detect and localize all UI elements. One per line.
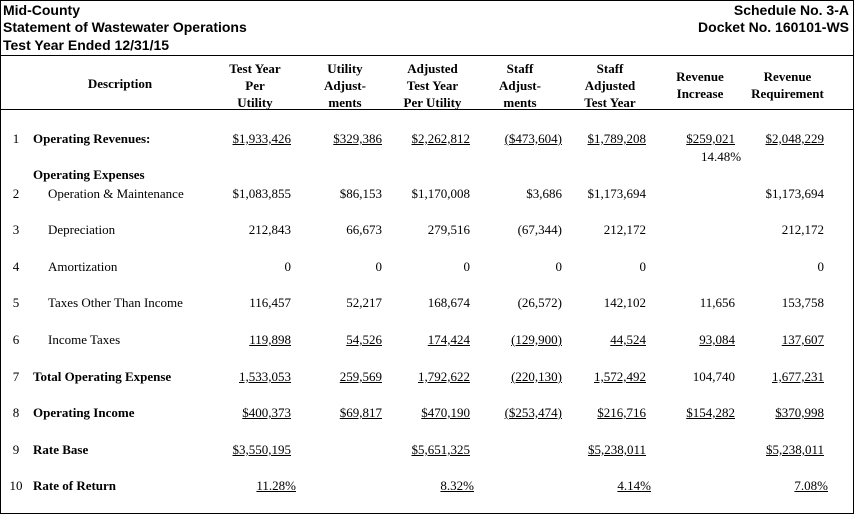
line-number: 3 bbox=[12, 222, 20, 237]
col-header-staff-adjustments: Staff Adjust- ments bbox=[499, 61, 541, 110]
cell-revenue-requirement: $1,173,694 bbox=[765, 186, 824, 201]
cell-utility-adjustments: 0 bbox=[375, 259, 382, 274]
col-header-revenue-requirement: Revenue Requirement bbox=[751, 69, 824, 101]
line-number: 1 bbox=[12, 131, 20, 146]
cell-staff-adjusted-test-year: $1,173,694 bbox=[587, 186, 646, 201]
cell-test-year: $1,083,855 bbox=[232, 186, 291, 201]
row-label-rate-of-return: Rate of Return bbox=[33, 478, 117, 493]
cell-revenue-requirement: 7.08% bbox=[794, 478, 828, 493]
row-label-total-operating-expense: Total Operating Expense bbox=[33, 369, 172, 384]
section-label-operating-expenses: Operating Expenses bbox=[33, 167, 145, 182]
line-number: 2 bbox=[12, 186, 20, 201]
cell-revenue-requirement: 0 bbox=[817, 259, 824, 274]
cell-test-year: 0 bbox=[284, 259, 291, 274]
line-number: 6 bbox=[12, 332, 20, 347]
col-header-description: Description bbox=[87, 76, 153, 91]
line-number: 7 bbox=[12, 369, 20, 384]
cell-revenue-requirement: 137,607 bbox=[781, 332, 824, 347]
cell-revenue-requirement: $370,998 bbox=[775, 405, 824, 420]
cell-staff-adjusted-test-year: 44,524 bbox=[610, 332, 646, 347]
row-label-operating-income: Operating Income bbox=[33, 405, 135, 420]
row-label-income-taxes: Income Taxes bbox=[48, 332, 121, 347]
cell-test-year: $1,933,426 bbox=[232, 131, 291, 146]
cell-staff-adjusted-test-year: 1,572,492 bbox=[594, 369, 646, 384]
cell-adjusted-test-year: $2,262,812 bbox=[411, 131, 470, 146]
cell-utility-adjustments: 259,569 bbox=[339, 369, 382, 384]
cell-revenue-increase: $259,021 bbox=[686, 131, 735, 146]
col-header-staff-adjusted-test-year: Staff Adjusted Test Year bbox=[584, 61, 636, 110]
header-divider bbox=[0, 55, 854, 56]
cell-revenue-increase: 93,084 bbox=[699, 332, 735, 347]
row-label-rate-base: Rate Base bbox=[33, 442, 89, 457]
cell-revenue-requirement: 153,758 bbox=[781, 295, 824, 310]
cell-revenue-increase: 11,656 bbox=[699, 295, 735, 310]
row-label-operation-maintenance: Operation & Maintenance bbox=[48, 186, 184, 201]
cell-staff-adjustments: $3,686 bbox=[526, 186, 562, 201]
cell-staff-adjusted-test-year: $5,238,011 bbox=[587, 442, 646, 457]
line-number: 10 bbox=[9, 478, 23, 493]
col-header-utility-adjustments: Utility Adjust- ments bbox=[324, 61, 366, 110]
cell-staff-adjustments: (67,344) bbox=[517, 222, 562, 237]
col-header-revenue-increase: Revenue Increase bbox=[676, 69, 724, 101]
cell-revenue-increase: 104,740 bbox=[692, 369, 735, 384]
cell-utility-adjustments: $69,817 bbox=[339, 405, 382, 420]
cell-staff-adjusted-test-year: 212,172 bbox=[603, 222, 646, 237]
cell-adjusted-test-year: 279,516 bbox=[427, 222, 470, 237]
cell-adjusted-test-year: $470,190 bbox=[421, 405, 470, 420]
row-label-operating-revenues: Operating Revenues: bbox=[33, 131, 151, 146]
cell-utility-adjustments: 66,673 bbox=[346, 222, 382, 237]
cell-revenue-requirement: $2,048,229 bbox=[765, 131, 824, 146]
col-header-adjusted-test-year: Adjusted Test Year Per Utility bbox=[403, 61, 462, 110]
company-name: Mid-County bbox=[3, 2, 80, 18]
cell-staff-adjusted-test-year: $1,789,208 bbox=[587, 131, 646, 146]
cell-adjusted-test-year: $1,170,008 bbox=[411, 186, 470, 201]
cell-adjusted-test-year: 174,424 bbox=[427, 332, 470, 347]
schedule-number: Schedule No. 3-A bbox=[733, 2, 849, 18]
row-label-depreciation: Depreciation bbox=[48, 222, 116, 237]
row-label-taxes-other-than-income: Taxes Other Than Income bbox=[48, 295, 183, 310]
cell-test-year: 119,898 bbox=[249, 332, 291, 347]
line-number: 4 bbox=[12, 259, 20, 274]
cell-revenue-requirement: $5,238,011 bbox=[765, 442, 824, 457]
line-number: 9 bbox=[12, 442, 20, 457]
cell-test-year: 1,533,053 bbox=[239, 369, 291, 384]
cell-staff-adjustments: (26,572) bbox=[517, 295, 562, 310]
cell-staff-adjusted-test-year: $216,716 bbox=[597, 405, 646, 420]
statement-title: Statement of Wastewater Operations bbox=[3, 19, 247, 35]
cell-revenue-requirement: 1,677,231 bbox=[772, 369, 824, 384]
cell-utility-adjustments: $329,386 bbox=[333, 131, 382, 146]
line-number: 5 bbox=[12, 295, 20, 310]
cell-adjusted-test-year: 1,792,622 bbox=[418, 369, 470, 384]
cell-staff-adjustments: (220,130) bbox=[511, 369, 562, 384]
cell-staff-adjusted-test-year: 4.14% bbox=[617, 478, 651, 493]
col-header-test-year: Test Year Per Utility bbox=[229, 61, 281, 110]
cell-utility-adjustments: 52,217 bbox=[346, 295, 382, 310]
cell-test-year: 11.28% bbox=[256, 478, 296, 493]
cell-staff-adjusted-test-year: 142,102 bbox=[603, 295, 646, 310]
cell-test-year: 116,457 bbox=[249, 295, 291, 310]
cell-test-year: 212,843 bbox=[248, 222, 291, 237]
cell-test-year: $400,373 bbox=[242, 405, 291, 420]
row-label-amortization: Amortization bbox=[48, 259, 118, 274]
cell-test-year: $3,550,195 bbox=[232, 442, 291, 457]
cell-staff-adjustments: (129,900) bbox=[511, 332, 562, 347]
cell-utility-adjustments: $86,153 bbox=[339, 186, 382, 201]
cell-utility-adjustments: 54,526 bbox=[346, 332, 382, 347]
cell-adjusted-test-year: $5,651,325 bbox=[411, 442, 470, 457]
cell-adjusted-test-year: 168,674 bbox=[427, 295, 470, 310]
cell-revenue-increase: $154,282 bbox=[686, 405, 735, 420]
cell-revenue-requirement: 212,172 bbox=[781, 222, 824, 237]
docket-number: Docket No. 160101-WS bbox=[698, 19, 849, 35]
revenue-increase-percent: 14.48% bbox=[701, 149, 742, 164]
cell-staff-adjustments: 0 bbox=[555, 259, 562, 274]
line-number: 8 bbox=[12, 405, 20, 420]
cell-adjusted-test-year: 8.32% bbox=[440, 478, 474, 493]
cell-staff-adjusted-test-year: 0 bbox=[639, 259, 646, 274]
cell-adjusted-test-year: 0 bbox=[463, 259, 470, 274]
test-year-period: Test Year Ended 12/31/15 bbox=[3, 37, 170, 53]
cell-staff-adjustments: ($473,604) bbox=[504, 131, 562, 146]
cell-staff-adjustments: ($253,474) bbox=[504, 405, 562, 420]
